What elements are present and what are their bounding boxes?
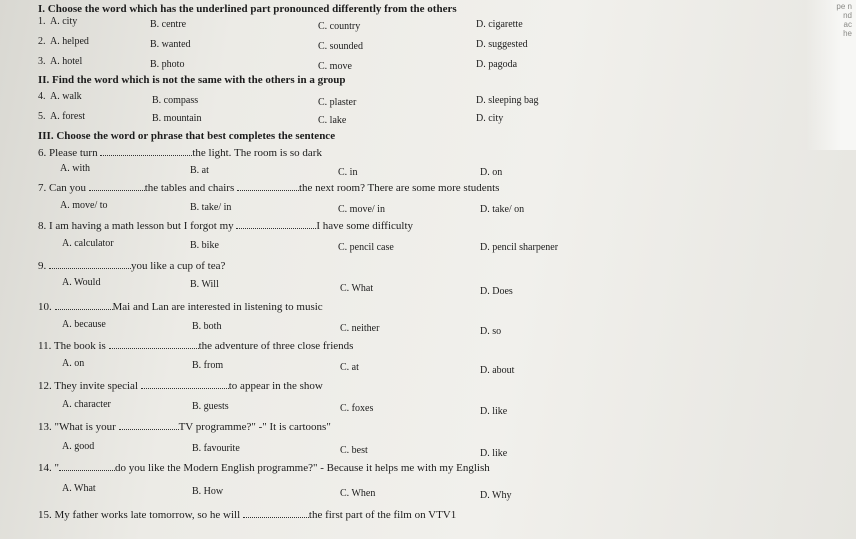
q12-option-a: A. character — [62, 399, 111, 410]
q4-option-a: A. walk — [50, 91, 82, 102]
q7-blank-2[interactable] — [237, 189, 299, 191]
q10-option-b: B. both — [192, 321, 222, 332]
q1-option-c: C. country — [318, 21, 361, 32]
page-edge-text: pe n nd ac he — [836, 2, 852, 38]
q12-stem — [38, 381, 323, 392]
q1-option-a: A. city — [50, 16, 78, 27]
q10-text-before: 10. — [38, 301, 52, 313]
q6-option-c: C. in — [338, 167, 358, 178]
page-edge — [806, 0, 856, 150]
q9-option-b: B. Will — [190, 279, 219, 290]
q7-blank-1[interactable] — [89, 189, 145, 191]
q13-text-before: 13. "What is your — [38, 421, 116, 433]
q8-option-d: D. pencil sharpener — [480, 242, 559, 253]
q7-option-d: D. take/ on — [480, 204, 525, 215]
q7-text-mid: the tables and chairs — [144, 182, 235, 194]
q2-option-a: A. helped — [50, 36, 89, 47]
q8-text-before: 8. I am having a math lesson but I forgot my — [38, 220, 234, 232]
q15-stem — [38, 510, 456, 521]
q15-blank[interactable] — [243, 516, 309, 518]
q8-option-c: C. pencil case — [338, 242, 394, 253]
q4-number: 4. — [38, 91, 46, 102]
section-1-heading: I. Choose the word which has the underlined part pronounced differently from the others — [38, 3, 457, 15]
q13-option-a: A. good — [62, 441, 95, 452]
q9-text-before: 9. — [38, 260, 47, 272]
q10-option-c: C. neither — [340, 323, 380, 334]
q2-option-d: D. suggested — [476, 39, 528, 50]
q9-option-a: A. Would — [62, 277, 101, 288]
q13-blank[interactable] — [119, 428, 179, 430]
q12-blank[interactable] — [141, 387, 229, 389]
q12-option-c: C. foxes — [340, 403, 374, 414]
q6-blank[interactable] — [100, 154, 192, 156]
section-2-heading: II. Find the word which is not the same with the others in a group — [38, 74, 346, 86]
q14-option-d: D. Why — [480, 490, 512, 501]
q12-option-d: D. like — [480, 406, 508, 417]
q1-option-d: D. cigarette — [476, 19, 523, 30]
q4-option-d: D. sleeping bag — [476, 95, 539, 106]
q11-option-c: C. at — [340, 362, 359, 373]
q6-option-b: B. at — [190, 165, 209, 176]
q4-option-b: B. compass — [152, 95, 199, 106]
q10-stem — [38, 302, 323, 313]
q14-option-b: B. How — [192, 486, 224, 497]
q13-option-b: B. favourite — [192, 443, 240, 454]
q1-number: 1. — [38, 16, 46, 27]
q11-stem — [38, 341, 353, 352]
q14-blank[interactable] — [59, 469, 115, 471]
q8-blank[interactable] — [236, 227, 316, 229]
q3-number: 3. — [38, 56, 46, 67]
q4-option-c: C. plaster — [318, 97, 357, 108]
q3-option-a: A. hotel — [50, 56, 83, 67]
q14-text-before: 14. " — [38, 462, 59, 474]
q3-option-d: D. pagoda — [476, 59, 518, 70]
q12-text-after: to appear in the show — [228, 380, 323, 392]
q8-stem — [38, 221, 413, 232]
q14-option-a: A. What — [62, 483, 96, 494]
q15-text-after: the first part of the film on VTV1 — [308, 509, 457, 521]
q14-stem — [38, 463, 490, 474]
q13-option-d: D. like — [480, 448, 508, 459]
q1-option-b: B. centre — [150, 19, 187, 30]
q7-option-b: B. take/ in — [190, 202, 232, 213]
q5-option-c: C. lake — [318, 115, 347, 126]
q6-text-before: 6. Please turn — [38, 147, 98, 159]
q9-blank[interactable] — [49, 267, 131, 269]
q6-option-d: D. on — [480, 167, 503, 178]
q6-text-after: the light. The room is so dark — [192, 147, 322, 159]
q11-option-a: A. on — [62, 358, 85, 369]
q14-text-after: do you like the Modern English programme?" - Because it helps me with my English — [115, 462, 490, 474]
q15-text-before: 15. My father works late tomorrow, so he will — [38, 509, 241, 521]
q7-text-after: the next room? There are some more students — [298, 182, 500, 194]
q11-blank[interactable] — [109, 347, 199, 349]
q11-option-b: B. from — [192, 360, 224, 371]
q7-stem — [38, 183, 499, 194]
q2-option-c: C. sounded — [318, 41, 363, 52]
q9-option-c: C. What — [340, 283, 374, 294]
q5-option-d: D. city — [476, 113, 504, 124]
q12-text-before: 12. They invite special — [38, 380, 138, 392]
q9-option-d: D. Does — [480, 286, 513, 297]
q3-option-b: B. photo — [150, 59, 185, 70]
q9-text-after: you like a cup of tea? — [131, 260, 226, 272]
q8-option-b: B. bike — [190, 240, 219, 251]
q11-text-after: the adventure of three close friends — [198, 340, 354, 352]
q2-option-b: B. wanted — [150, 39, 191, 50]
q12-option-b: B. guests — [192, 401, 229, 412]
q10-blank[interactable] — [55, 308, 113, 310]
q6-option-a: A. with — [60, 163, 90, 174]
q10-option-d: D. so — [480, 326, 502, 337]
q9-stem — [38, 261, 225, 272]
q7-option-c: C. move/ in — [338, 204, 385, 215]
q8-option-a: A. calculator — [62, 238, 114, 249]
q10-text-after: Mai and Lan are interested in listening to music — [112, 301, 323, 313]
q13-stem — [38, 422, 331, 433]
q14-option-c: C. When — [340, 488, 376, 499]
q5-number: 5. — [38, 111, 46, 122]
q11-text-before: 11. The book is — [38, 340, 106, 352]
q8-text-after: I have some difficulty — [316, 220, 414, 232]
q7-text-before: 7. Can you — [38, 182, 86, 194]
q11-option-d: D. about — [480, 365, 515, 376]
q5-option-b: B. mountain — [152, 113, 202, 124]
q3-option-c: C. move — [318, 61, 352, 72]
q2-number: 2. — [38, 36, 46, 47]
q5-option-a: A. forest — [50, 111, 85, 122]
section-3-heading: III. Choose the word or phrase that best completes the sentence — [38, 130, 336, 142]
q13-option-c: C. best — [340, 445, 368, 456]
q6-stem — [38, 148, 322, 159]
q7-option-a: A. move/ to — [60, 200, 108, 211]
q10-option-a: A. because — [62, 319, 106, 330]
q13-text-after: TV programme?" -" It is cartoons" — [178, 421, 331, 433]
